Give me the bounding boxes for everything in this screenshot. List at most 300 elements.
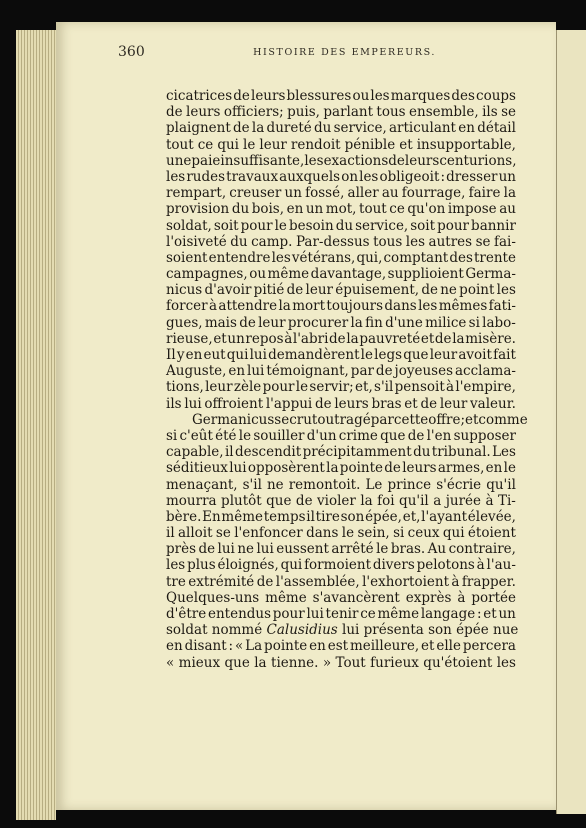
word: et,	[355, 379, 373, 396]
word: tire	[315, 508, 340, 525]
word: mort	[292, 298, 326, 315]
word: l'abri	[292, 330, 329, 347]
word: les	[304, 152, 324, 169]
word: d'être	[166, 606, 207, 622]
word: armes,	[437, 460, 485, 477]
word: :	[440, 168, 446, 185]
word: plaignent	[166, 120, 231, 137]
word: par	[350, 363, 374, 380]
word: Par-dessus	[295, 233, 370, 250]
word: le	[503, 460, 516, 477]
word: de	[434, 330, 452, 347]
word: insupportable,	[416, 136, 516, 153]
word: que	[403, 347, 429, 363]
word: du	[230, 233, 248, 250]
word: de	[233, 120, 250, 137]
word: et	[421, 638, 435, 655]
word: rempart,	[166, 185, 227, 202]
word: opposèrent	[247, 460, 325, 477]
text-line	[166, 363, 516, 379]
word: leurs	[334, 395, 369, 412]
text-line	[166, 444, 516, 460]
word: :	[476, 606, 482, 622]
text-line	[166, 282, 516, 298]
word: qui	[442, 525, 465, 542]
word: de	[314, 395, 332, 412]
word: provision	[166, 201, 230, 218]
page-header	[118, 44, 436, 64]
word: épuisement,	[335, 282, 420, 299]
word: tions,	[166, 379, 204, 396]
word: l'enfoncer	[234, 525, 303, 542]
word: tous	[373, 233, 403, 250]
word: meilleure,	[349, 638, 420, 655]
word: la	[326, 460, 339, 477]
word: d'avoir	[204, 282, 252, 299]
word: ou	[249, 266, 267, 283]
text-line	[166, 411, 528, 428]
page-number: 360	[118, 44, 145, 60]
word: le	[243, 136, 256, 153]
word: labo-	[482, 314, 516, 331]
word: leur	[439, 395, 468, 412]
text-line	[166, 590, 516, 606]
word: point	[459, 282, 495, 299]
word: lui	[256, 541, 274, 558]
text-line	[166, 509, 516, 525]
word: joyeuses	[394, 363, 454, 380]
word: et,	[402, 508, 421, 525]
word: fin	[365, 314, 383, 331]
word: la	[254, 654, 267, 671]
word: comme	[478, 411, 528, 428]
word: les	[370, 88, 390, 104]
word: que	[380, 427, 406, 444]
word: à	[476, 557, 485, 574]
word: se	[215, 525, 231, 542]
word: parlant	[323, 104, 374, 121]
text-line	[166, 477, 516, 493]
word: du	[314, 120, 332, 137]
word: des	[451, 88, 475, 104]
word: se	[475, 233, 491, 250]
word: formoient	[304, 557, 371, 574]
word: lui	[306, 606, 324, 622]
word: de	[421, 282, 438, 299]
word: paie	[191, 152, 221, 169]
word: les	[166, 557, 186, 574]
text-line	[166, 298, 516, 314]
word: leur	[259, 136, 287, 153]
word: témoignant,	[266, 363, 349, 380]
word: les	[418, 298, 438, 315]
word: lui	[217, 541, 235, 558]
word: et	[483, 606, 497, 622]
word: pour	[262, 379, 295, 396]
word: le	[376, 541, 389, 558]
word: pointe	[339, 460, 383, 477]
word: un	[305, 201, 324, 218]
word: attendre	[218, 298, 278, 315]
word: la	[360, 492, 373, 509]
word: articulant	[389, 120, 456, 137]
text-line	[166, 460, 516, 476]
word: de	[233, 88, 250, 104]
word: qu'on	[407, 201, 446, 218]
word: de	[256, 573, 274, 590]
word: divers	[372, 557, 415, 574]
word: Germa-	[465, 266, 516, 283]
word: à	[485, 492, 494, 509]
word: soit	[410, 217, 436, 234]
word: on	[341, 168, 359, 185]
text-line	[166, 201, 516, 217]
word: acclama-	[454, 363, 516, 380]
word: leurs	[404, 152, 440, 169]
word: en	[185, 347, 203, 363]
word: été	[215, 427, 237, 444]
word: elle	[436, 638, 461, 655]
text-line	[166, 153, 516, 169]
word: l'appui	[265, 395, 313, 412]
word: coups	[476, 88, 516, 104]
text-line	[166, 379, 516, 395]
word: centurions,	[439, 152, 517, 169]
word: leurs	[402, 460, 437, 477]
word: leurs	[186, 104, 221, 121]
word: leur	[258, 314, 286, 331]
word: fait	[493, 347, 516, 363]
word: offroient	[204, 395, 264, 412]
word: s'il	[374, 379, 394, 396]
word: du	[413, 444, 431, 461]
word: disant	[184, 638, 227, 655]
word: l'au-	[486, 557, 516, 574]
running-title: HISTOIRE DES EMPEREURS.	[253, 47, 436, 58]
word: ou	[352, 88, 370, 104]
word: les	[496, 282, 516, 299]
word: qu'il	[399, 492, 429, 509]
word: milice	[425, 314, 467, 331]
word: langage	[420, 606, 476, 622]
word: sein,	[357, 525, 390, 542]
word: tienne.	[271, 654, 319, 671]
word: à	[457, 589, 466, 606]
word: se	[501, 104, 516, 121]
word: lui	[249, 347, 267, 363]
word: creuser	[229, 185, 282, 202]
word: percera	[462, 638, 516, 655]
word: besoin	[288, 217, 334, 234]
word: leur	[305, 282, 334, 299]
word: portée	[471, 589, 516, 606]
word: même	[267, 266, 310, 283]
word: près	[166, 541, 197, 558]
word: faire	[468, 185, 501, 202]
italic-name: Calusidius	[266, 622, 338, 639]
word: pelotons	[416, 557, 475, 574]
word: descendit	[234, 444, 302, 461]
word: que	[224, 654, 250, 671]
word: le	[341, 525, 355, 542]
word: un	[284, 185, 302, 202]
word: le	[274, 217, 287, 234]
word: fourrage,	[401, 185, 466, 202]
word: de	[286, 282, 304, 299]
text-line	[166, 120, 516, 136]
word: et	[213, 330, 227, 347]
word: Ti-	[497, 492, 516, 509]
word: zèle	[233, 379, 262, 396]
word: misère.	[465, 330, 516, 347]
word: pensoit	[394, 379, 445, 396]
word: service,	[333, 120, 387, 137]
word: la	[251, 120, 265, 137]
text-line	[166, 638, 516, 654]
word: qui,	[356, 249, 383, 266]
word: tenir	[325, 606, 359, 622]
word: l'oisiveté	[166, 233, 227, 250]
word: soient	[166, 249, 208, 266]
word: en	[166, 638, 183, 655]
word: :	[228, 638, 234, 655]
word: frapper.	[461, 573, 516, 590]
word: La	[245, 638, 263, 655]
word: dans	[306, 525, 339, 542]
word: que	[266, 492, 292, 509]
word: eut	[203, 347, 226, 363]
word: précipitamment	[302, 444, 412, 461]
word: si	[468, 314, 480, 331]
word: de	[375, 363, 393, 380]
word: tout	[359, 201, 387, 218]
word: lui	[229, 460, 247, 477]
word: de	[420, 395, 438, 412]
text-segment: soldat nommé	[166, 622, 267, 639]
text-line	[166, 622, 519, 639]
word: foi	[377, 492, 395, 509]
word: pénible	[344, 136, 396, 153]
word: Le	[365, 476, 383, 493]
word: rudes	[186, 168, 226, 185]
word: ceux	[407, 525, 440, 542]
word: il	[224, 444, 234, 461]
word: »	[322, 654, 332, 671]
word: un	[227, 330, 245, 347]
word: outragé	[317, 411, 371, 428]
text-line	[166, 137, 516, 153]
word: cette	[393, 411, 429, 428]
word: «	[166, 654, 175, 671]
word: vétérans,	[291, 249, 356, 266]
word: même	[265, 589, 307, 606]
word: d'une	[385, 314, 423, 331]
word: entendus	[207, 606, 272, 622]
word: qui	[217, 136, 239, 153]
word: impose	[447, 201, 497, 218]
word: par	[370, 411, 394, 428]
word: crut	[289, 411, 318, 428]
word: camp.	[251, 233, 293, 250]
word: du	[335, 217, 354, 234]
text-line	[166, 266, 516, 282]
word: nicus	[166, 282, 203, 299]
word: contraire,	[448, 541, 516, 558]
word: mais	[204, 314, 237, 331]
word: Les	[492, 444, 516, 461]
word: violer	[317, 492, 356, 509]
word: une	[166, 152, 192, 169]
word: crime	[338, 427, 378, 444]
word: de	[239, 314, 256, 331]
word: leurs	[251, 88, 286, 104]
word: ensemble,	[409, 104, 479, 121]
word: pitié	[253, 282, 285, 299]
word: «	[234, 638, 244, 655]
word: de	[407, 427, 425, 444]
word: Au	[427, 541, 447, 558]
word: soldat,	[166, 217, 212, 234]
word: offre;	[428, 411, 465, 428]
word: capable,	[166, 444, 224, 461]
word: les	[271, 249, 291, 266]
word: Quelques-uns	[166, 589, 260, 606]
word: tout	[166, 136, 194, 153]
word: bras	[371, 395, 402, 412]
word: plutôt	[221, 492, 262, 509]
word: puis,	[287, 104, 320, 121]
word: exprès	[405, 589, 452, 606]
word: avoit	[458, 347, 492, 363]
word: travaux	[226, 168, 279, 185]
word: en	[309, 638, 326, 655]
word: pour	[437, 217, 470, 234]
word: rendoit	[290, 136, 341, 153]
text-line	[166, 234, 516, 250]
word: ce	[197, 136, 214, 153]
word: au	[499, 201, 516, 218]
word: bois,	[251, 201, 285, 218]
word: de	[388, 152, 405, 169]
text-line	[166, 331, 516, 347]
word: la	[503, 185, 516, 202]
word: en	[228, 363, 246, 380]
word: marques	[390, 88, 451, 104]
text-line	[166, 557, 516, 573]
word: élevée,	[467, 508, 516, 525]
word: s'écrie	[436, 476, 482, 493]
text-line	[166, 493, 516, 509]
word: trente	[473, 249, 516, 266]
word: y	[176, 347, 185, 363]
word: mot,	[325, 201, 357, 218]
word: fai-	[494, 233, 516, 250]
word: séditieux	[166, 460, 228, 477]
word: c'eût	[179, 427, 213, 444]
word: qui	[226, 347, 249, 363]
word: si	[166, 427, 178, 444]
word: repos	[245, 330, 284, 347]
word: est	[327, 638, 349, 655]
word: mourra	[166, 492, 217, 509]
word: autres	[428, 233, 473, 250]
word: pour	[240, 217, 273, 234]
word: et	[404, 395, 418, 412]
text-line	[166, 315, 516, 331]
word: les	[166, 168, 186, 185]
text-line	[166, 428, 516, 444]
word: jurée	[445, 492, 482, 509]
word: ne	[440, 282, 457, 299]
word: et	[465, 411, 479, 428]
word: du	[231, 201, 250, 218]
word: valeur.	[470, 395, 516, 412]
word: son	[340, 508, 365, 525]
word: furieux	[370, 654, 419, 671]
word: les	[359, 168, 379, 185]
word: lui	[184, 395, 202, 412]
word: campagnes,	[166, 266, 248, 283]
body-text	[166, 88, 528, 671]
text-line	[166, 104, 516, 120]
word: épée,	[365, 508, 402, 525]
word: forcer	[166, 298, 208, 315]
word: eussent	[276, 541, 329, 558]
word: ne	[237, 541, 254, 558]
word: ne	[266, 476, 284, 493]
text-line	[166, 606, 516, 622]
word: de	[166, 104, 183, 121]
word: fati-	[488, 298, 516, 315]
word: blessures	[286, 88, 352, 104]
word: exactions	[323, 152, 389, 169]
word: ce	[389, 201, 405, 218]
word: au	[381, 185, 399, 202]
word: officiers;	[223, 104, 284, 121]
word: le	[238, 427, 252, 444]
word: plus	[187, 557, 216, 574]
word: et	[420, 330, 435, 347]
word: un	[498, 606, 516, 622]
word: lui	[247, 363, 265, 380]
word: tre	[166, 573, 186, 590]
word: cicatrices	[166, 88, 233, 104]
word: entendre	[208, 249, 271, 266]
word: temps	[263, 508, 306, 525]
word: insuffisante,	[220, 152, 305, 169]
word: qu'il	[486, 476, 516, 493]
word: en	[458, 120, 475, 137]
word: l'empire,	[455, 379, 516, 396]
text-line	[166, 396, 516, 412]
text-line	[166, 250, 516, 266]
word: en	[286, 201, 304, 218]
word: comptant	[383, 249, 449, 266]
word: la	[346, 330, 359, 347]
word: extrémité	[188, 573, 255, 590]
text-line	[166, 218, 516, 234]
word: l'assemblée,	[275, 573, 360, 590]
word: et	[399, 136, 413, 153]
word: leur	[205, 379, 233, 396]
word: ce	[360, 606, 376, 622]
text-line	[166, 574, 516, 590]
word: le	[295, 379, 309, 396]
word: demandèrent	[268, 347, 360, 363]
word: arrêté	[331, 541, 374, 558]
word: la	[278, 298, 291, 315]
word: menaçant,	[166, 476, 238, 493]
